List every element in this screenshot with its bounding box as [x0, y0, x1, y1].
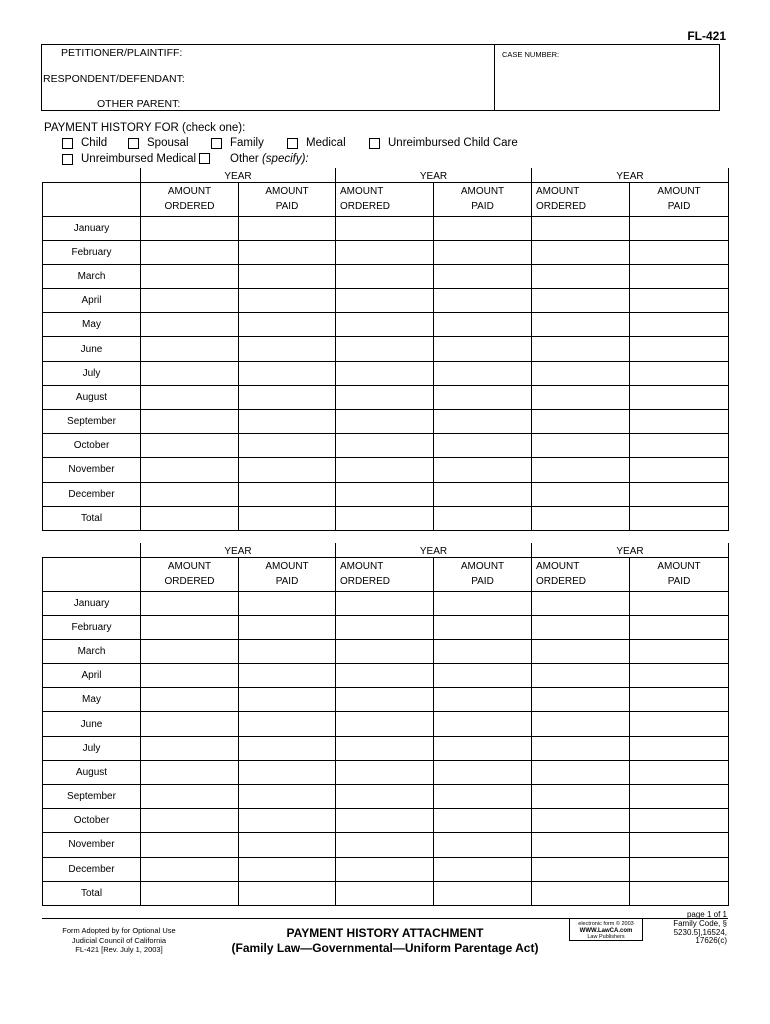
table-row [43, 482, 729, 506]
amount-paid-cell[interactable] [630, 482, 729, 506]
amount-paid-cell[interactable] [434, 833, 532, 857]
amount-ordered-cell[interactable] [336, 385, 434, 409]
blank-header [43, 182, 141, 216]
amount-paid-cell[interactable] [239, 434, 336, 458]
month-label: March [43, 264, 141, 288]
table-row [43, 458, 729, 482]
amount-paid-cell[interactable] [239, 313, 336, 337]
table-row [43, 591, 729, 615]
amount-ordered-cell[interactable] [141, 458, 239, 482]
amount-paid-cell[interactable] [239, 688, 336, 712]
amount-paid-cell[interactable] [630, 591, 729, 615]
amount-ordered-header: AMOUNT ORDERED [336, 557, 434, 591]
amount-ordered-cell[interactable] [532, 385, 630, 409]
table-row [43, 289, 729, 313]
table-row [43, 385, 729, 409]
year-label: YEAR [336, 168, 532, 182]
amount-paid-cell[interactable] [630, 639, 729, 663]
table-row [43, 881, 729, 905]
amount-ordered-cell[interactable] [336, 736, 434, 760]
amount-paid-cell[interactable] [434, 337, 532, 361]
amount-ordered-cell[interactable] [336, 458, 434, 482]
amount-ordered-cell[interactable] [336, 506, 434, 530]
checkbox-box[interactable] [211, 138, 222, 149]
amount-paid-cell[interactable] [434, 289, 532, 313]
amount-ordered-cell[interactable] [141, 410, 239, 434]
month-label: August [43, 760, 141, 784]
table-row [43, 857, 729, 881]
child-care-label: Unreimbursed Child Care [388, 137, 518, 149]
amount-ordered-cell[interactable] [532, 833, 630, 857]
amount-ordered-cell[interactable] [532, 361, 630, 385]
amount-paid-cell[interactable] [239, 881, 336, 905]
amount-ordered-header: AMOUNT ORDERED [532, 557, 630, 591]
amount-paid-cell[interactable] [239, 482, 336, 506]
amount-ordered-cell[interactable] [141, 482, 239, 506]
amount-ordered-cell[interactable] [336, 591, 434, 615]
amount-ordered-cell[interactable] [532, 736, 630, 760]
amount-ordered-cell[interactable] [141, 337, 239, 361]
amount-paid-cell[interactable] [434, 615, 532, 639]
amount-paid-cell[interactable] [434, 760, 532, 784]
amount-paid-cell[interactable] [630, 760, 729, 784]
amount-paid-cell[interactable] [630, 881, 729, 905]
amount-paid-cell[interactable] [434, 264, 532, 288]
amount-paid-cell[interactable] [630, 313, 729, 337]
petitioner-label: PETITIONER/PLAINTIFF: [61, 47, 183, 59]
amount-ordered-cell[interactable] [336, 313, 434, 337]
blank-header [43, 557, 141, 591]
month-label: February [43, 240, 141, 264]
amount-ordered-cell[interactable] [141, 833, 239, 857]
month-label: January [43, 216, 141, 240]
amount-ordered-cell[interactable] [141, 385, 239, 409]
amount-paid-cell[interactable] [630, 264, 729, 288]
table-row [43, 615, 729, 639]
table-row [43, 639, 729, 663]
month-label: January [43, 591, 141, 615]
amount-paid-cell[interactable] [239, 289, 336, 313]
form-title-main: PAYMENT HISTORY ATTACHMENT [286, 926, 484, 940]
year-label: YEAR [532, 543, 729, 557]
amount-paid-cell[interactable] [630, 833, 729, 857]
year-label: YEAR [141, 168, 336, 182]
amount-paid-cell[interactable] [434, 591, 532, 615]
amount-paid-cell[interactable] [630, 809, 729, 833]
amount-paid-cell[interactable] [239, 736, 336, 760]
amount-paid-cell[interactable] [239, 833, 336, 857]
amount-ordered-cell[interactable] [336, 881, 434, 905]
year-label: YEAR [532, 168, 729, 182]
month-label: November [43, 458, 141, 482]
amount-ordered-cell[interactable] [532, 289, 630, 313]
amount-ordered-cell[interactable] [532, 240, 630, 264]
code-citation: Family Code, § 5230.5],16524, 17626(c) [673, 919, 727, 945]
checkbox-box[interactable] [62, 138, 73, 149]
other-checkbox[interactable] [199, 153, 218, 164]
table-row [43, 240, 729, 264]
amount-paid-cell[interactable] [239, 458, 336, 482]
caption-divider [494, 45, 495, 110]
amount-ordered-cell[interactable] [336, 639, 434, 663]
amount-ordered-header: AMOUNT ORDERED [141, 557, 239, 591]
month-label: May [43, 688, 141, 712]
table-row [43, 688, 729, 712]
amount-paid-cell[interactable] [630, 736, 729, 760]
unreimbursed-medical-label: Unreimbursed Medical [81, 153, 197, 165]
amount-ordered-cell[interactable] [141, 857, 239, 881]
amount-paid-cell[interactable] [630, 857, 729, 881]
amount-paid-cell[interactable] [434, 240, 532, 264]
amount-ordered-cell[interactable] [532, 688, 630, 712]
page-number: page 1 of 1 [686, 910, 727, 919]
month-label: June [43, 712, 141, 736]
amount-ordered-cell[interactable] [141, 240, 239, 264]
amount-paid-cell[interactable] [239, 615, 336, 639]
amount-ordered-cell[interactable] [141, 809, 239, 833]
family-checkbox[interactable] [211, 137, 264, 149]
amount-ordered-cell[interactable] [141, 361, 239, 385]
payment-table-2 [42, 543, 729, 906]
table-row [43, 361, 729, 385]
month-label: Total [43, 881, 141, 905]
amount-ordered-cell[interactable] [336, 434, 434, 458]
respondent-label: RESPONDENT/DEFENDANT: [43, 73, 185, 85]
amount-ordered-cell[interactable] [532, 216, 630, 240]
month-label: July [43, 361, 141, 385]
amount-paid-cell[interactable] [434, 639, 532, 663]
amount-paid-cell[interactable] [239, 591, 336, 615]
publisher-box: electronic form © 2003 WWW.LawCA.com Law Publishers [569, 918, 643, 941]
other-specify-label: Other (specify): [230, 153, 309, 165]
medical-label: Medical [306, 137, 346, 149]
amount-paid-cell[interactable] [434, 688, 532, 712]
amount-paid-cell[interactable] [434, 664, 532, 688]
amount-ordered-cell[interactable] [336, 240, 434, 264]
amount-ordered-cell[interactable] [532, 434, 630, 458]
case-number-label: CASE NUMBER: [502, 50, 560, 59]
amount-ordered-cell[interactable] [336, 216, 434, 240]
amount-paid-cell[interactable] [239, 337, 336, 361]
amount-paid-cell[interactable] [239, 664, 336, 688]
amount-ordered-cell[interactable] [532, 410, 630, 434]
amount-paid-cell[interactable] [239, 857, 336, 881]
amount-ordered-cell[interactable] [141, 881, 239, 905]
table-row [43, 760, 729, 784]
month-label: February [43, 615, 141, 639]
table-row [43, 736, 729, 760]
amount-paid-header: AMOUNT PAID [239, 182, 336, 216]
amount-paid-cell[interactable] [434, 482, 532, 506]
amount-paid-cell[interactable] [630, 664, 729, 688]
amount-ordered-cell[interactable] [141, 591, 239, 615]
amount-ordered-cell[interactable] [336, 361, 434, 385]
amount-paid-cell[interactable] [239, 240, 336, 264]
amount-ordered-cell[interactable] [336, 712, 434, 736]
checkbox-box[interactable] [287, 138, 298, 149]
amount-paid-header: AMOUNT PAID [239, 557, 336, 591]
amount-paid-header: AMOUNT PAID [434, 182, 532, 216]
amount-ordered-cell[interactable] [532, 506, 630, 530]
amount-ordered-cell[interactable] [532, 482, 630, 506]
month-label: April [43, 664, 141, 688]
spousal-checkbox[interactable] [128, 137, 189, 149]
amount-ordered-cell[interactable] [532, 591, 630, 615]
month-rows [43, 216, 729, 530]
amount-paid-cell[interactable] [239, 712, 336, 736]
amount-ordered-cell[interactable] [532, 881, 630, 905]
month-label: December [43, 857, 141, 881]
amount-ordered-cell[interactable] [141, 434, 239, 458]
table-row [43, 410, 729, 434]
amount-paid-cell[interactable] [630, 615, 729, 639]
amount-ordered-cell[interactable] [141, 264, 239, 288]
amount-ordered-cell[interactable] [532, 760, 630, 784]
amount-ordered-cell[interactable] [532, 264, 630, 288]
amount-paid-cell[interactable] [239, 639, 336, 663]
child-checkbox[interactable] [62, 137, 107, 149]
amount-ordered-cell[interactable] [336, 857, 434, 881]
amount-ordered-cell[interactable] [141, 639, 239, 663]
amount-paid-cell[interactable] [434, 361, 532, 385]
spousal-label: Spousal [147, 137, 189, 149]
checkbox-box[interactable] [128, 138, 139, 149]
amount-paid-cell[interactable] [434, 385, 532, 409]
table-row [43, 434, 729, 458]
month-rows [43, 591, 729, 905]
child-label: Child [81, 137, 108, 149]
payment-table-1 [42, 168, 729, 531]
payment-history-title: PAYMENT HISTORY FOR (check one): [44, 122, 246, 134]
amount-paid-cell[interactable] [630, 712, 729, 736]
amount-paid-cell[interactable] [434, 712, 532, 736]
amount-ordered-cell[interactable] [532, 313, 630, 337]
amount-ordered-cell[interactable] [336, 833, 434, 857]
year-label: YEAR [141, 543, 336, 557]
amount-paid-cell[interactable] [434, 458, 532, 482]
amount-ordered-cell[interactable] [532, 712, 630, 736]
table-row [43, 833, 729, 857]
amount-ordered-cell[interactable] [532, 664, 630, 688]
amount-ordered-cell[interactable] [336, 785, 434, 809]
child-care-checkbox[interactable] [369, 137, 518, 149]
month-label: July [43, 736, 141, 760]
month-label: December [43, 482, 141, 506]
amount-paid-cell[interactable] [239, 506, 336, 530]
amount-paid-cell[interactable] [239, 410, 336, 434]
case-caption [41, 44, 720, 111]
amount-ordered-cell[interactable] [336, 664, 434, 688]
month-label: October [43, 809, 141, 833]
amount-ordered-cell[interactable] [336, 760, 434, 784]
form-title-sub: (Family Law—Governmental—Uniform Parentage Act) [231, 941, 539, 955]
month-label: June [43, 337, 141, 361]
amount-ordered-cell[interactable] [532, 857, 630, 881]
amount-ordered-cell[interactable] [336, 289, 434, 313]
other-parent-label: OTHER PARENT: [97, 98, 181, 110]
table-row [43, 216, 729, 240]
month-label: Total [43, 506, 141, 530]
amount-paid-cell[interactable] [434, 785, 532, 809]
form-title [215, 926, 555, 956]
month-label: October [43, 434, 141, 458]
amount-paid-cell[interactable] [434, 313, 532, 337]
table-row [43, 264, 729, 288]
amount-paid-cell[interactable] [239, 785, 336, 809]
family-label: Family [230, 137, 264, 149]
amount-ordered-cell[interactable] [141, 760, 239, 784]
amount-paid-cell[interactable] [239, 385, 336, 409]
amount-paid-cell[interactable] [630, 785, 729, 809]
amount-ordered-cell[interactable] [141, 688, 239, 712]
month-label: September [43, 785, 141, 809]
amount-paid-cell[interactable] [630, 216, 729, 240]
adoption-note: Form Adopted by for Optional Use Judicial Council of California FL-421 [Rev. July 1, 2003] [62, 926, 176, 954]
amount-paid-cell[interactable] [434, 410, 532, 434]
amount-paid-cell[interactable] [434, 434, 532, 458]
amount-ordered-header: AMOUNT ORDERED [141, 182, 239, 216]
table-row [43, 337, 729, 361]
amount-paid-cell[interactable] [434, 857, 532, 881]
amount-paid-cell[interactable] [434, 736, 532, 760]
amount-paid-cell[interactable] [630, 434, 729, 458]
amount-ordered-cell[interactable] [141, 736, 239, 760]
amount-ordered-cell[interactable] [532, 337, 630, 361]
amount-paid-cell[interactable] [630, 506, 729, 530]
amount-paid-cell[interactable] [434, 881, 532, 905]
checkbox-box[interactable] [62, 154, 73, 165]
amount-paid-cell[interactable] [630, 385, 729, 409]
amount-ordered-cell[interactable] [141, 216, 239, 240]
amount-paid-header: AMOUNT PAID [630, 182, 729, 216]
month-label: November [43, 833, 141, 857]
amount-ordered-cell[interactable] [532, 615, 630, 639]
amount-ordered-cell[interactable] [141, 664, 239, 688]
table-row [43, 664, 729, 688]
amount-ordered-cell[interactable] [532, 458, 630, 482]
checkbox-box[interactable] [199, 153, 210, 164]
amount-paid-cell[interactable] [630, 289, 729, 313]
month-label: September [43, 410, 141, 434]
amount-ordered-cell[interactable] [336, 809, 434, 833]
amount-ordered-cell[interactable] [336, 482, 434, 506]
amount-ordered-cell[interactable] [336, 688, 434, 712]
year-label: YEAR [336, 543, 532, 557]
amount-paid-cell[interactable] [630, 688, 729, 712]
amount-paid-cell[interactable] [630, 337, 729, 361]
month-label: August [43, 385, 141, 409]
month-label: April [43, 289, 141, 313]
amount-paid-cell[interactable] [434, 809, 532, 833]
amount-ordered-cell[interactable] [141, 506, 239, 530]
amount-paid-cell[interactable] [630, 458, 729, 482]
amount-ordered-cell[interactable] [336, 615, 434, 639]
amount-paid-cell[interactable] [239, 216, 336, 240]
amount-ordered-cell[interactable] [141, 615, 239, 639]
amount-paid-cell[interactable] [630, 410, 729, 434]
amount-ordered-cell[interactable] [532, 639, 630, 663]
form-number: FL-421 [687, 29, 726, 43]
month-label: May [43, 313, 141, 337]
table-row [43, 712, 729, 736]
amount-paid-cell[interactable] [434, 216, 532, 240]
amount-paid-header: AMOUNT PAID [434, 557, 532, 591]
amount-ordered-cell[interactable] [532, 785, 630, 809]
amount-ordered-cell[interactable] [141, 712, 239, 736]
amount-ordered-cell[interactable] [336, 337, 434, 361]
month-label: March [43, 639, 141, 663]
amount-paid-header: AMOUNT PAID [630, 557, 729, 591]
amount-paid-cell[interactable] [239, 809, 336, 833]
unreimbursed-medical-checkbox[interactable] [62, 153, 196, 165]
amount-ordered-cell[interactable] [141, 785, 239, 809]
amount-ordered-cell[interactable] [141, 313, 239, 337]
amount-paid-cell[interactable] [434, 506, 532, 530]
amount-ordered-header: AMOUNT ORDERED [532, 182, 630, 216]
table-row [43, 506, 729, 530]
amount-ordered-cell[interactable] [532, 809, 630, 833]
amount-paid-cell[interactable] [239, 361, 336, 385]
amount-paid-cell[interactable] [239, 264, 336, 288]
amount-ordered-cell[interactable] [336, 264, 434, 288]
table-row [43, 785, 729, 809]
amount-paid-cell[interactable] [630, 240, 729, 264]
medical-checkbox[interactable] [287, 137, 346, 149]
table-row [43, 809, 729, 833]
table-row [43, 313, 729, 337]
checkbox-box[interactable] [369, 138, 380, 149]
amount-ordered-cell[interactable] [336, 410, 434, 434]
amount-ordered-cell[interactable] [141, 289, 239, 313]
amount-ordered-header: AMOUNT ORDERED [336, 182, 434, 216]
amount-paid-cell[interactable] [239, 760, 336, 784]
amount-paid-cell[interactable] [630, 361, 729, 385]
